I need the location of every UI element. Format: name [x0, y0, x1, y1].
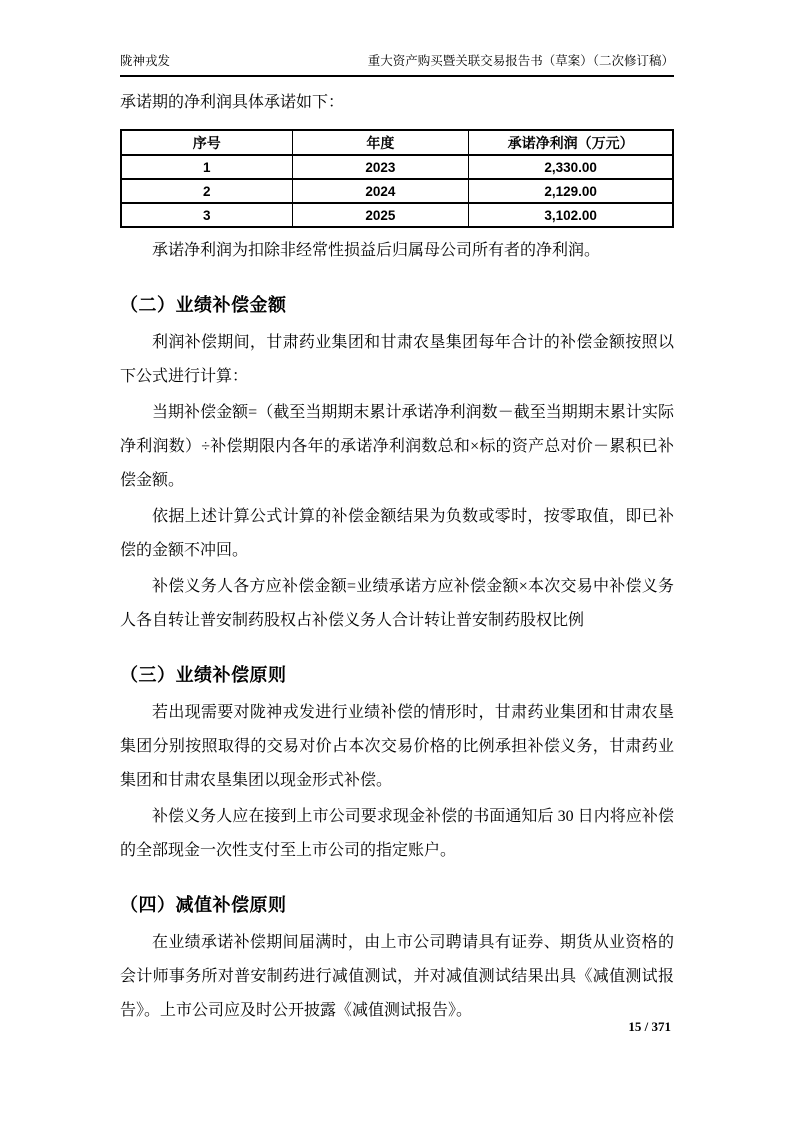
table-row	[121, 179, 673, 203]
table-header-cell-profit: 承诺净利润（万元）	[469, 130, 673, 155]
paragraph-intro: 承诺期的净利润具体承诺如下：	[120, 94, 345, 111]
paragraph-formula-obligor: 补偿义务人各方应补偿金额=业绩承诺方应补偿金额×本次交易中补偿义务人各自转让普安制药股权占补偿义务人合计转让普安制药股权比例	[120, 578, 674, 629]
table-header-cell-year: 年度	[292, 130, 469, 155]
paragraph: 若出现需要对陇神戎发进行业绩补偿的情形时，甘肃药业集团和甘肃农垦集团分别按照取得的交易对价占本次交易价格的比例承担补偿义务，甘肃药业集团和甘肃农垦集团以现金形式补偿。	[120, 704, 674, 789]
table-header-cell-index: 序号	[121, 130, 292, 155]
table-cell-profit: 2,330.00	[469, 155, 673, 179]
table-cell-year: 2024	[292, 179, 469, 203]
table-cell-index: 3	[121, 203, 292, 227]
table-cell-index: 2	[121, 179, 292, 203]
page-content	[120, 84, 674, 1030]
running-header-company: 陇神戎发	[120, 54, 171, 68]
paragraph: 依据上述计算公式计算的补偿金额结果为负数或零时，按零取值，即已补偿的金额不冲回。	[120, 508, 674, 559]
section-heading-4: （四）减值补偿原则	[120, 895, 287, 915]
paragraph-formula-compensation: 当期补偿金额=（截至当期期末累计承诺净利润数－截至当期期末累计实际净利润数）÷补偿期限内各年的承诺净利润数总和×标的资产总对价－累积已补偿金额。	[120, 404, 674, 489]
profit-commitment-table	[120, 129, 674, 228]
table-header-row	[121, 130, 673, 155]
running-header	[120, 54, 674, 77]
table-cell-profit: 3,102.00	[469, 203, 673, 227]
section-heading-3: （三）业绩补偿原则	[120, 665, 287, 685]
table-cell-index: 1	[121, 155, 292, 179]
running-header-title: 重大资产购买暨关联交易报告书（草案）（二次修订稿）	[367, 54, 674, 68]
paragraph-note: 承诺净利润为扣除非经常性损益后归属母公司所有者的净利润。	[152, 242, 601, 259]
section-heading-2: （二）业绩补偿金额	[120, 295, 287, 315]
table-row	[121, 155, 673, 179]
table-cell-profit: 2,129.00	[469, 179, 673, 203]
table-cell-year: 2025	[292, 203, 469, 227]
paragraph: 补偿义务人应在接到上市公司要求现金补偿的书面通知后 30 日内将应补偿的全部现金一次性支付至上市公司的指定账户。	[120, 808, 674, 859]
paragraph: 在业绩承诺补偿期间届满时，由上市公司聘请具有证券、期货从业资格的会计师事务所对普安制药进行减值测试，并对减值测试结果出具《减值测试报告》。上市公司应及时公开披露《减值测试报告》。	[120, 934, 674, 1019]
paragraph: 利润补偿期间，甘肃药业集团和甘肃农垦集团每年合计的补偿金额按照以下公式进行计算：	[120, 334, 674, 385]
table-cell-year: 2023	[292, 155, 469, 179]
page-number: 15 / 371	[628, 1019, 671, 1034]
table-row	[121, 203, 673, 227]
